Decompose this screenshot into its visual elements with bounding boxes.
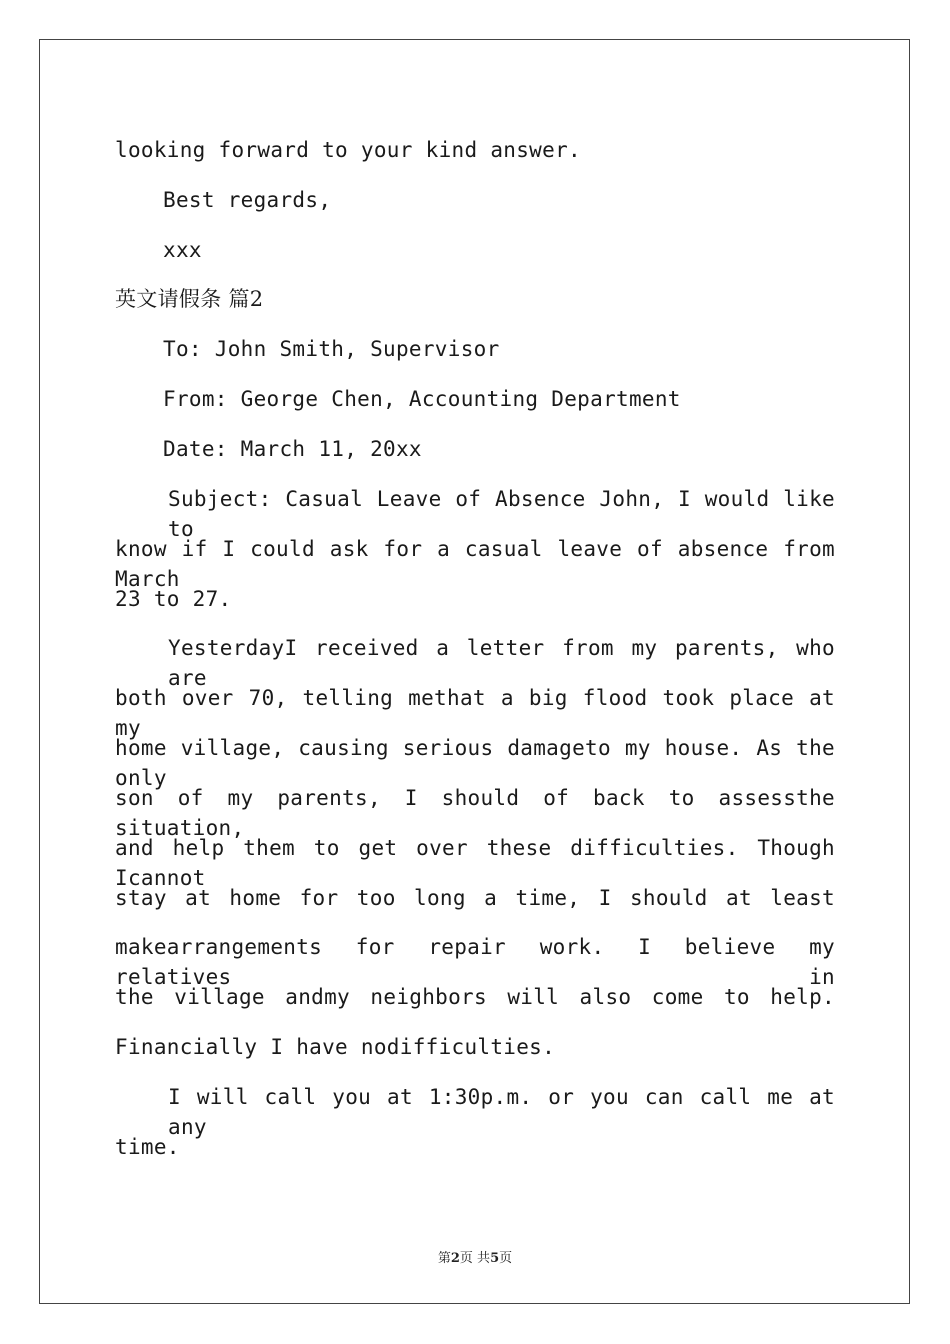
page-suffix: 页: [499, 1251, 513, 1266]
text-line: the village andmy neighbors will also come to help.: [115, 985, 835, 1009]
text-line: makearrangements for repair work. I believe my relatives in: [115, 935, 835, 989]
page-current: 2: [450, 1251, 460, 1266]
memo-date: Date: March 11, 20xx: [163, 437, 422, 461]
text-line: I will call you at 1:30p.m. or you can call me at any: [168, 1085, 835, 1139]
text-line: Subject: Casual Leave of Absence John, I would like to: [168, 487, 835, 541]
text-line: looking forward to your kind answer.: [115, 138, 581, 162]
page-mid: 页 共: [459, 1251, 491, 1266]
text-line: time.: [115, 1135, 180, 1159]
text-line: 23 to 27.: [115, 587, 232, 611]
page-total: 5: [490, 1251, 500, 1266]
text-line: know if I could ask for a casual leave of absence from March: [115, 537, 835, 591]
memo-to: To: John Smith, Supervisor: [163, 337, 500, 361]
signature-line: xxx: [163, 238, 202, 262]
page-prefix: 第: [437, 1251, 451, 1266]
section-heading: 英文请假条 篇2: [115, 287, 264, 311]
text-line: and help them to get over these difficulties. Though Icannot: [115, 836, 835, 890]
text-line: both over 70, telling methat a big flood took place at my: [115, 686, 835, 740]
text-line: son of my parents, I should of back to assessthe situation,: [115, 786, 835, 840]
text-line: YesterdayI received a letter from my parents, who are: [168, 636, 835, 690]
memo-from: From: George Chen, Accounting Department: [163, 387, 681, 411]
closing-line: Best regards,: [163, 188, 332, 212]
text-line: home village, causing serious damageto my house. As the only: [115, 736, 835, 790]
text-line: Financially I have nodifficulties.: [115, 1035, 556, 1059]
page-footer: [0, 1247, 950, 1266]
text-line: stay at home for too long a time, I should at least: [115, 886, 835, 910]
